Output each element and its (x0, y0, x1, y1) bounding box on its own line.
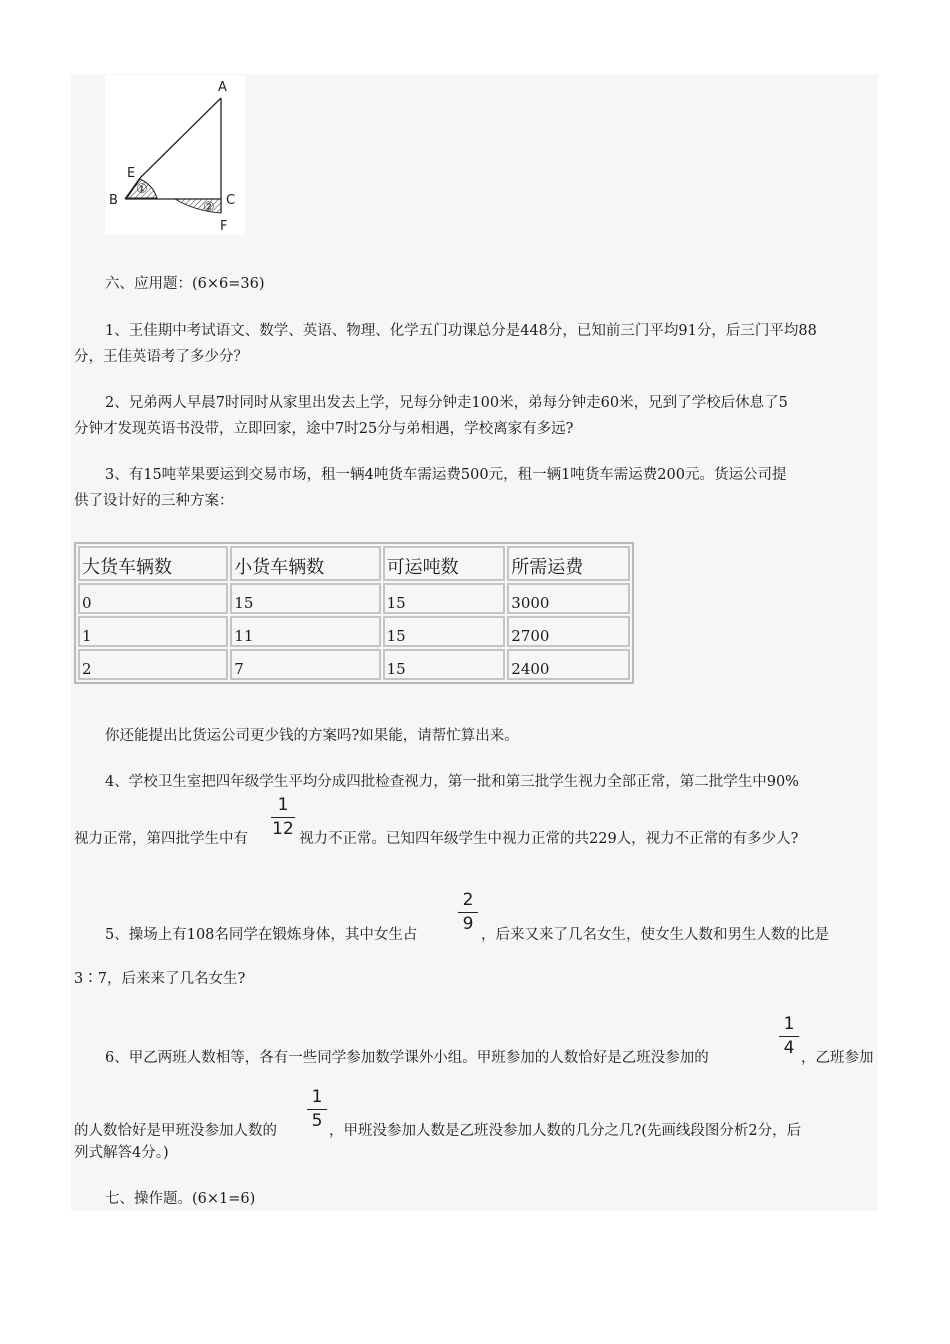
q4-line2a: 视力正常，第四批学生中有 (74, 831, 248, 847)
triangle-diagram (105, 75, 245, 235)
section7-heading: 七、操作题。(6×1=6) (105, 1191, 256, 1207)
header-tons: 可运吨数 (383, 546, 506, 581)
table-row (78, 583, 630, 614)
triangle-figure (105, 75, 245, 235)
region-1-label: ① (136, 182, 148, 197)
q6-frac1-den: 4 (783, 1038, 795, 1058)
q5-frac-den: 9 (462, 914, 474, 934)
truck-plan-table (74, 542, 634, 684)
label-b: B (109, 193, 118, 208)
q6-line1a: 6、甲乙两班人数相等，各有一些同学参加数学课外小组。甲班参加的人数恰好是乙班没参加的 (105, 1050, 709, 1066)
table-cell: 3000 (507, 583, 630, 614)
q3-line2: 供了设计好的三种方案： (74, 493, 234, 509)
fraction-bar (779, 1036, 799, 1037)
header-cost: 所需运费 (507, 546, 630, 581)
region-2-label: ② (203, 200, 215, 215)
q6-line2a: 的人数恰好是甲班没参加人数的 (74, 1123, 277, 1139)
header-large-trucks: 大货车辆数 (78, 546, 228, 581)
table-cell: 15 (383, 616, 506, 647)
fraction-bar (458, 912, 478, 913)
header-small-trucks: 小货车辆数 (230, 546, 380, 581)
q5-fraction (457, 891, 479, 934)
q5-line2: 3∶7，后来来了几名女生? (74, 971, 246, 987)
q6-fraction-1 (778, 1015, 800, 1058)
q6-line2b: ，甲班没参加人数是乙班没参加人数的几分之几?(先画线段图分析2分，后 (329, 1123, 802, 1139)
table-cell: 0 (78, 583, 228, 614)
table-cell: 15 (383, 583, 506, 614)
label-f: F (220, 219, 228, 234)
table-row (78, 649, 630, 680)
q5-line1b: ，后来又来了几名女生，使女生人数和男生人数的比是 (481, 927, 829, 943)
q2-line1: 2、兄弟两人早晨7时同时从家里出发去上学，兄每分钟走100米，弟每分钟走60米，兄到了学校后休息了5 (105, 395, 788, 411)
page-sheet (71, 74, 878, 1211)
table-cell: 11 (230, 616, 380, 647)
label-a: A (218, 80, 227, 95)
q5-line1a: 5、操场上有108名同学在锻炼身体，其中女生占 (105, 927, 418, 943)
q4-line1: 4、学校卫生室把四年级学生平均分成四批检查视力，第一批和第三批学生视力全部正常，第二批学生中90% (105, 774, 799, 790)
label-c: C (226, 193, 236, 208)
section6-heading: 六、应用题：(6×6=36) (105, 276, 265, 292)
q6-fraction-2 (306, 1088, 328, 1131)
q6-line1b: ，乙班参加 (801, 1050, 874, 1066)
q4-frac-den: 12 (272, 819, 294, 839)
table-cell: 2 (78, 649, 228, 680)
q4-fraction (270, 796, 296, 839)
q6-frac2-den: 5 (311, 1111, 323, 1131)
table-cell: 15 (383, 649, 506, 680)
q6-frac2-num: 1 (311, 1087, 323, 1107)
table-row (78, 616, 630, 647)
table-cell: 2400 (507, 649, 630, 680)
fraction-bar (271, 817, 295, 818)
label-e: E (127, 166, 136, 181)
table-header-row (78, 546, 630, 581)
q1-line1: 1、王佳期中考试语文、数学、英语、物理、化学五门功课总分是448分，已知前三门平均91分，后三门平均88 (105, 323, 817, 339)
q1-line2: 分，王佳英语考了多少分？ (74, 349, 248, 365)
q6-line3: 列式解答4分。) (74, 1145, 169, 1161)
q3-followup: 你还能提出比货运公司更少钱的方案吗?如果能，请帮忙算出来。 (105, 728, 519, 744)
table-cell: 1 (78, 616, 228, 647)
fraction-bar (307, 1109, 327, 1110)
q4-line2b: 视力不正常。已知四年级学生中视力正常的共229人，视力不正常的有多少人? (299, 831, 799, 847)
q2-line2: 分钟才发现英语书没带，立即回家，途中7时25分与弟相遇，学校离家有多远? (74, 421, 574, 437)
table-cell: 7 (230, 649, 380, 680)
q4-frac-num: 1 (277, 795, 289, 815)
q3-line1: 3、有15吨苹果要运到交易市场，租一辆4吨货车需运费500元，租一辆1吨货车需运费200元。货运公司提 (105, 467, 787, 483)
table-cell: 15 (230, 583, 380, 614)
table-cell: 2700 (507, 616, 630, 647)
q5-frac-num: 2 (462, 890, 474, 910)
q6-frac1-num: 1 (783, 1014, 795, 1034)
